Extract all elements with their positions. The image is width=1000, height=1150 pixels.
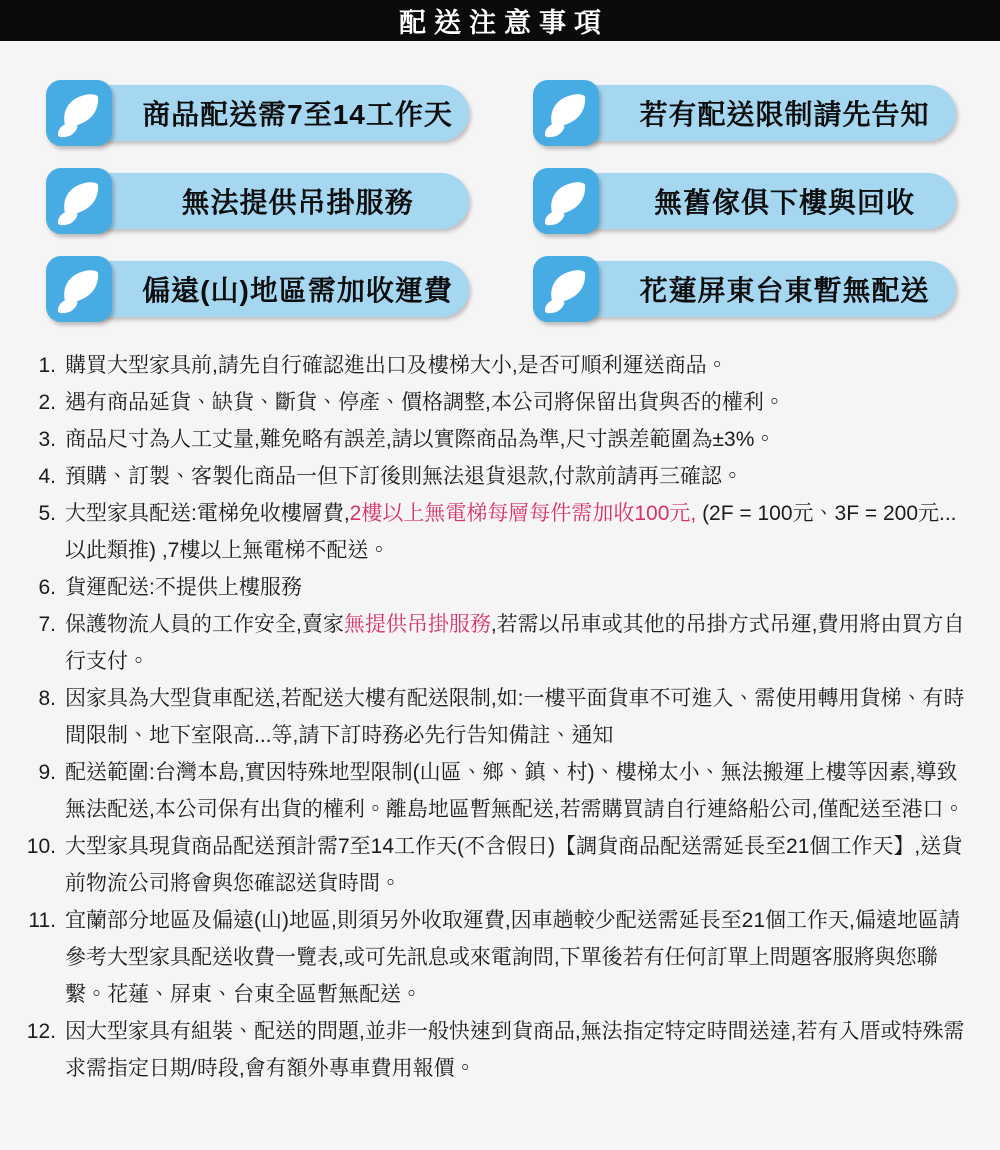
leaf-icon (533, 256, 599, 322)
note-text: 大型家具現貨商品配送預計需7至14工作天(不含假日)【調貨商品配送需延長至21個工作天】,送貨前物流公司將會與您確認送貨時間。 (65, 835, 963, 895)
badge (46, 261, 469, 317)
note-item (18, 347, 972, 384)
badge-label: 無法提供吊掛服務 (181, 187, 414, 218)
note-text: 配送範圍:台灣本島,實因特殊地型限制(山區、鄉、鎮、村)、樓梯太小、無法搬運上樓等因素,導致無法配送,本公司保有出貨的權利。離島地區暫無配送,若需購買請自行連絡船公司,僅配送至港口。 (65, 761, 965, 821)
note-item (18, 384, 972, 421)
leaf-icon (46, 256, 112, 322)
badge-pill (555, 85, 956, 141)
note-item (18, 495, 972, 569)
note-number: 4. (38, 465, 56, 488)
note-number: 7. (38, 613, 56, 636)
badge-pill (68, 173, 469, 229)
note-text: 商品尺寸為人工丈量,難免略有誤差,請以實際商品為準,尺寸誤差範圍為±3%。 (65, 428, 776, 451)
highlighted-text: 2樓以上無電梯每層每件需加收100元, (349, 502, 697, 525)
badge (533, 85, 956, 141)
badge-pill (555, 173, 956, 229)
note-item (18, 458, 972, 495)
badge-pill (68, 261, 469, 317)
badge (533, 261, 956, 317)
leaf-icon (533, 168, 599, 234)
badge (46, 85, 469, 141)
note-number: 10. (26, 835, 56, 858)
note-text: 預購、訂製、客製化商品一但下訂後則無法退貨退款,付款前請再三確認。 (65, 465, 743, 488)
note-number: 11. (28, 909, 56, 932)
notes-list (18, 347, 972, 1087)
note-number: 8. (38, 687, 56, 710)
note-text: 因大型家具有組裝、配送的問題,並非一般快速到貨商品,無法指定特定時間送達,若有入厝或特殊需求需指定日期/時段,會有額外專車費用報價。 (65, 1020, 965, 1080)
note-text: 宜蘭部分地區及偏遠(山)地區,則須另外收取運費,因車趟較少配送需延長至21個工作天,偏遠地區請參考大型家具配送收費一覽表,或可先訊息或來電詢問,下單後若有任何訂單上問題客服將與您聯繫。花蓮、屏東、台東全區暫無配送。 (65, 909, 960, 1006)
badge-label: 若有配送限制請先告知 (639, 99, 930, 130)
note-text: 貨運配送:不提供上樓服務 (65, 576, 302, 599)
note-text: 大型家具配送:電梯免收樓層費,2樓以上無電梯每層每件需加收100元, (2F = 100元、3F = 200元...以此類推) ,7樓以上無電梯不配送。 (65, 502, 957, 562)
leaf-icon (533, 80, 599, 146)
note-number: 3. (38, 428, 56, 451)
note-item (18, 828, 972, 902)
badge-label: 花蓮屏東台東暫無配送 (639, 275, 930, 306)
note-text: 保護物流人員的工作安全,賣家無提供吊掛服務,若需以吊車或其他的吊掛方式吊運,費用將由買方自行支付。 (65, 613, 965, 673)
badge (533, 173, 956, 229)
note-number: 2. (38, 391, 56, 414)
note-item (18, 1013, 972, 1087)
note-text: 因家具為大型貨車配送,若配送大樓有配送限制,如:一樓平面貨車不可進入、需使用轉用貨梯、有時間限制、地下室限高...等,請下訂時務必先行告知備註、通知 (65, 687, 965, 747)
note-item (18, 754, 972, 828)
leaf-icon (46, 80, 112, 146)
note-number: 9. (38, 761, 56, 784)
note-text: 遇有商品延貨、缺貨、斷貨、停產、價格調整,本公司將保留出貨與否的權利。 (65, 391, 785, 414)
page-title: 配送注意事項 (399, 8, 609, 38)
note-item (18, 606, 972, 680)
badge-pill (68, 85, 469, 141)
badge-grid (46, 85, 956, 317)
note-item (18, 680, 972, 754)
highlighted-text: 無提供吊掛服務 (343, 613, 491, 636)
badge-label: 商品配送需7至14工作天 (142, 99, 453, 130)
note-number: 1. (38, 354, 56, 377)
note-number: 12. (26, 1020, 56, 1043)
note-item (18, 569, 972, 606)
note-item (18, 902, 972, 1013)
note-item (18, 421, 972, 458)
page-header (0, 0, 1000, 41)
note-number: 6. (38, 576, 56, 599)
badge-pill (555, 261, 956, 317)
badge-label: 偏遠(山)地區需加收運費 (142, 275, 453, 306)
badge-label: 無舊傢俱下樓與回收 (653, 187, 915, 218)
note-number: 5. (38, 502, 56, 525)
badge (46, 173, 469, 229)
note-text: 購買大型家具前,請先自行確認進出口及樓梯大小,是否可順利運送商品。 (65, 354, 728, 377)
leaf-icon (46, 168, 112, 234)
